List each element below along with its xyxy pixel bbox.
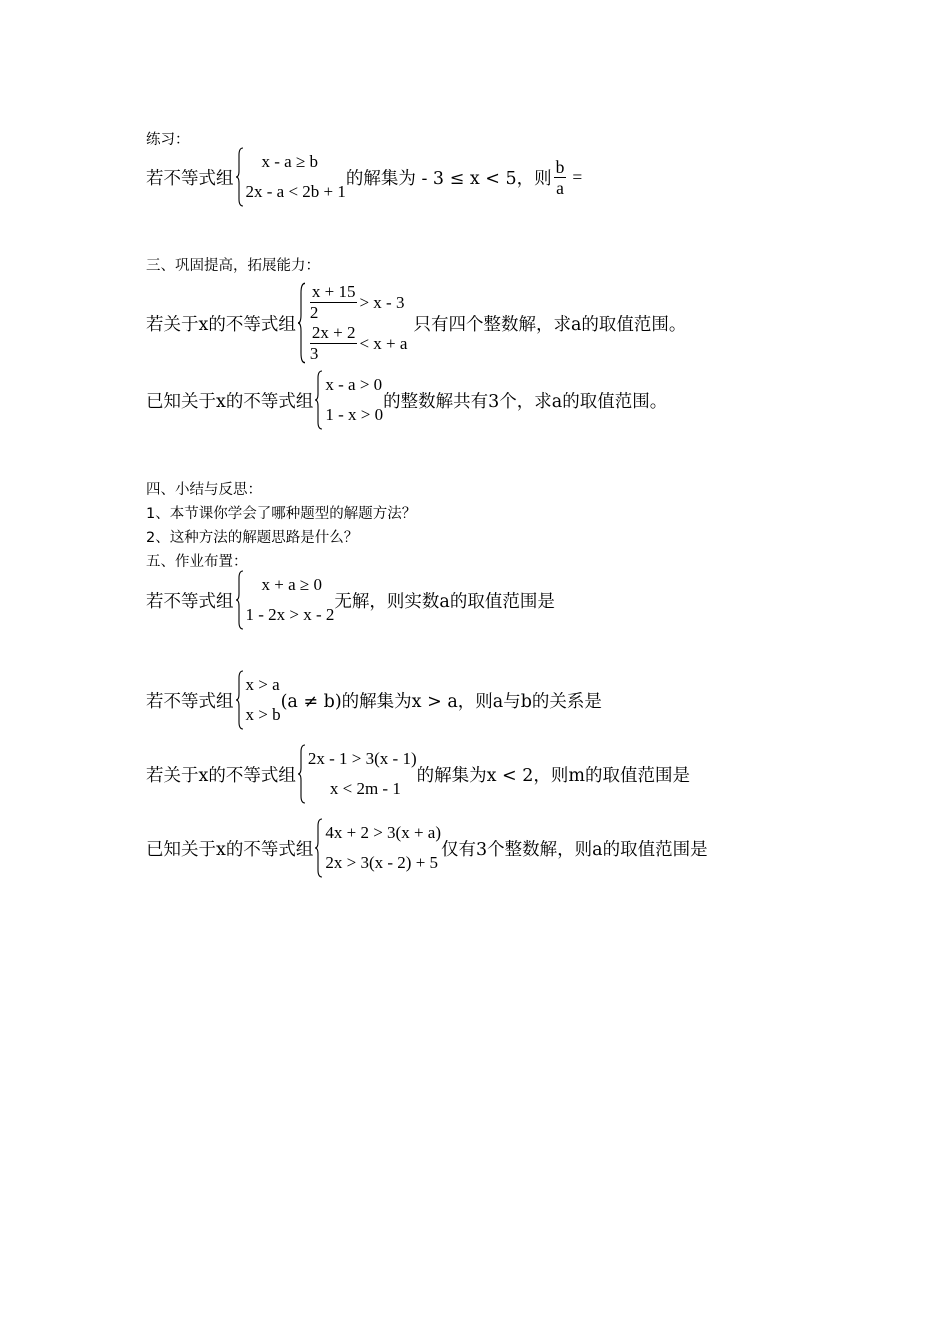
system-row-2: 2x > 3(x - 2) + 5 <box>325 853 439 872</box>
system-row-2: x > b <box>245 705 281 724</box>
inequality-system <box>296 282 408 364</box>
fraction-denominator: 2 <box>309 303 319 322</box>
fraction-b-over-a <box>554 157 567 198</box>
inequality-system <box>313 370 383 430</box>
system-row-2: 2x - a < 2b + 1 <box>245 182 346 201</box>
system-rows <box>308 744 417 804</box>
system-row-1: x + a ≥ 0 <box>261 575 322 594</box>
row-remainder: < x + a <box>359 333 408 353</box>
system-rows <box>308 282 408 364</box>
left-brace-icon <box>236 670 244 730</box>
system-row-2: x < 2m - 1 <box>329 779 401 798</box>
homework-1 <box>146 572 555 628</box>
homework-suffix: 的解集为x < 2，则m的取值范围是 <box>416 765 690 786</box>
homework-prefix: 若不等式组 <box>146 591 234 612</box>
homework-prefix: 已知关于x的不等式组 <box>146 839 314 860</box>
practice-heading: 练习： <box>146 132 190 148</box>
question-suffix: 的整数解共有3个，求a的取值范围。 <box>383 391 668 412</box>
question-suffix: 只有四个整数解，求a的取值范围。 <box>413 314 687 335</box>
question-prefix: 若关于x的不等式组 <box>146 314 296 335</box>
system-row-1: 2x - 1 > 3(x - 1) <box>307 749 417 768</box>
section-3-question-1 <box>146 276 686 370</box>
homework-prefix: 若关于x的不等式组 <box>146 765 296 786</box>
problem-condition: 的解集为 - 3 ≤ x < 5，则 <box>345 168 552 189</box>
fraction <box>310 323 358 364</box>
question-prefix: 已知关于x的不等式组 <box>146 391 314 412</box>
left-brace-icon <box>298 282 306 364</box>
equals-sign: = <box>572 166 583 187</box>
homework-3 <box>146 746 690 802</box>
inequality-system <box>234 670 281 730</box>
section-4-item-2: 2、这种方法的解题思路是什么？ <box>146 530 359 546</box>
fraction-numerator: 2x + 2 <box>311 323 356 342</box>
fraction <box>310 282 358 323</box>
system-row-2: 1 - 2x > x - 2 <box>245 605 335 624</box>
system-rows <box>325 370 383 430</box>
system-rows <box>246 147 346 207</box>
section-3-heading: 三、巩固提高，拓展能力： <box>146 258 320 274</box>
fraction-numerator: x + 15 <box>311 282 356 301</box>
left-brace-icon <box>236 147 244 207</box>
homework-prefix: 若不等式组 <box>146 691 234 712</box>
homework-4 <box>146 820 708 876</box>
section-5-heading: 五、作业布置： <box>146 554 248 570</box>
fraction-denominator: a <box>556 177 564 198</box>
section-4-item-1: 1、本节课你学会了哪种题型的解题方法？ <box>146 506 417 522</box>
section-4-heading: 四、小结与反思： <box>146 482 262 498</box>
left-brace-icon <box>236 570 244 630</box>
left-brace-icon <box>315 370 323 430</box>
practice-problem-1 <box>146 150 582 204</box>
homework-suffix: (a ≠ b)的解集为x > a，则a与b的关系是 <box>280 691 602 712</box>
system-row-1: x - a > 0 <box>325 375 383 394</box>
row-remainder: > x - 3 <box>359 292 405 312</box>
system-rows <box>246 670 281 730</box>
system-row-1: x - a ≥ b <box>261 152 319 171</box>
system-rows <box>246 570 335 630</box>
problem-prefix: 若不等式组 <box>146 168 234 189</box>
fraction-denominator: 3 <box>309 344 319 363</box>
system-row-1: 4x + 2 > 3(x + a) <box>325 823 442 842</box>
system-rows <box>325 818 441 878</box>
homework-suffix: 无解，则实数a的取值范围是 <box>334 591 555 612</box>
system-row-2 <box>308 323 408 364</box>
system-row-1: x > a <box>245 675 280 694</box>
left-brace-icon <box>298 744 306 804</box>
system-row-1 <box>308 282 408 323</box>
section-3-question-2 <box>146 372 667 428</box>
homework-2 <box>146 672 602 728</box>
inequality-system <box>234 147 346 207</box>
homework-suffix: 仅有3个整数解，则a的取值范围是 <box>441 839 708 860</box>
inequality-system <box>296 744 417 804</box>
fraction-numerator: b <box>555 156 565 177</box>
left-brace-icon <box>315 818 323 878</box>
inequality-system <box>234 570 335 630</box>
inequality-system <box>313 818 441 878</box>
system-row-2: 1 - x > 0 <box>325 405 384 424</box>
